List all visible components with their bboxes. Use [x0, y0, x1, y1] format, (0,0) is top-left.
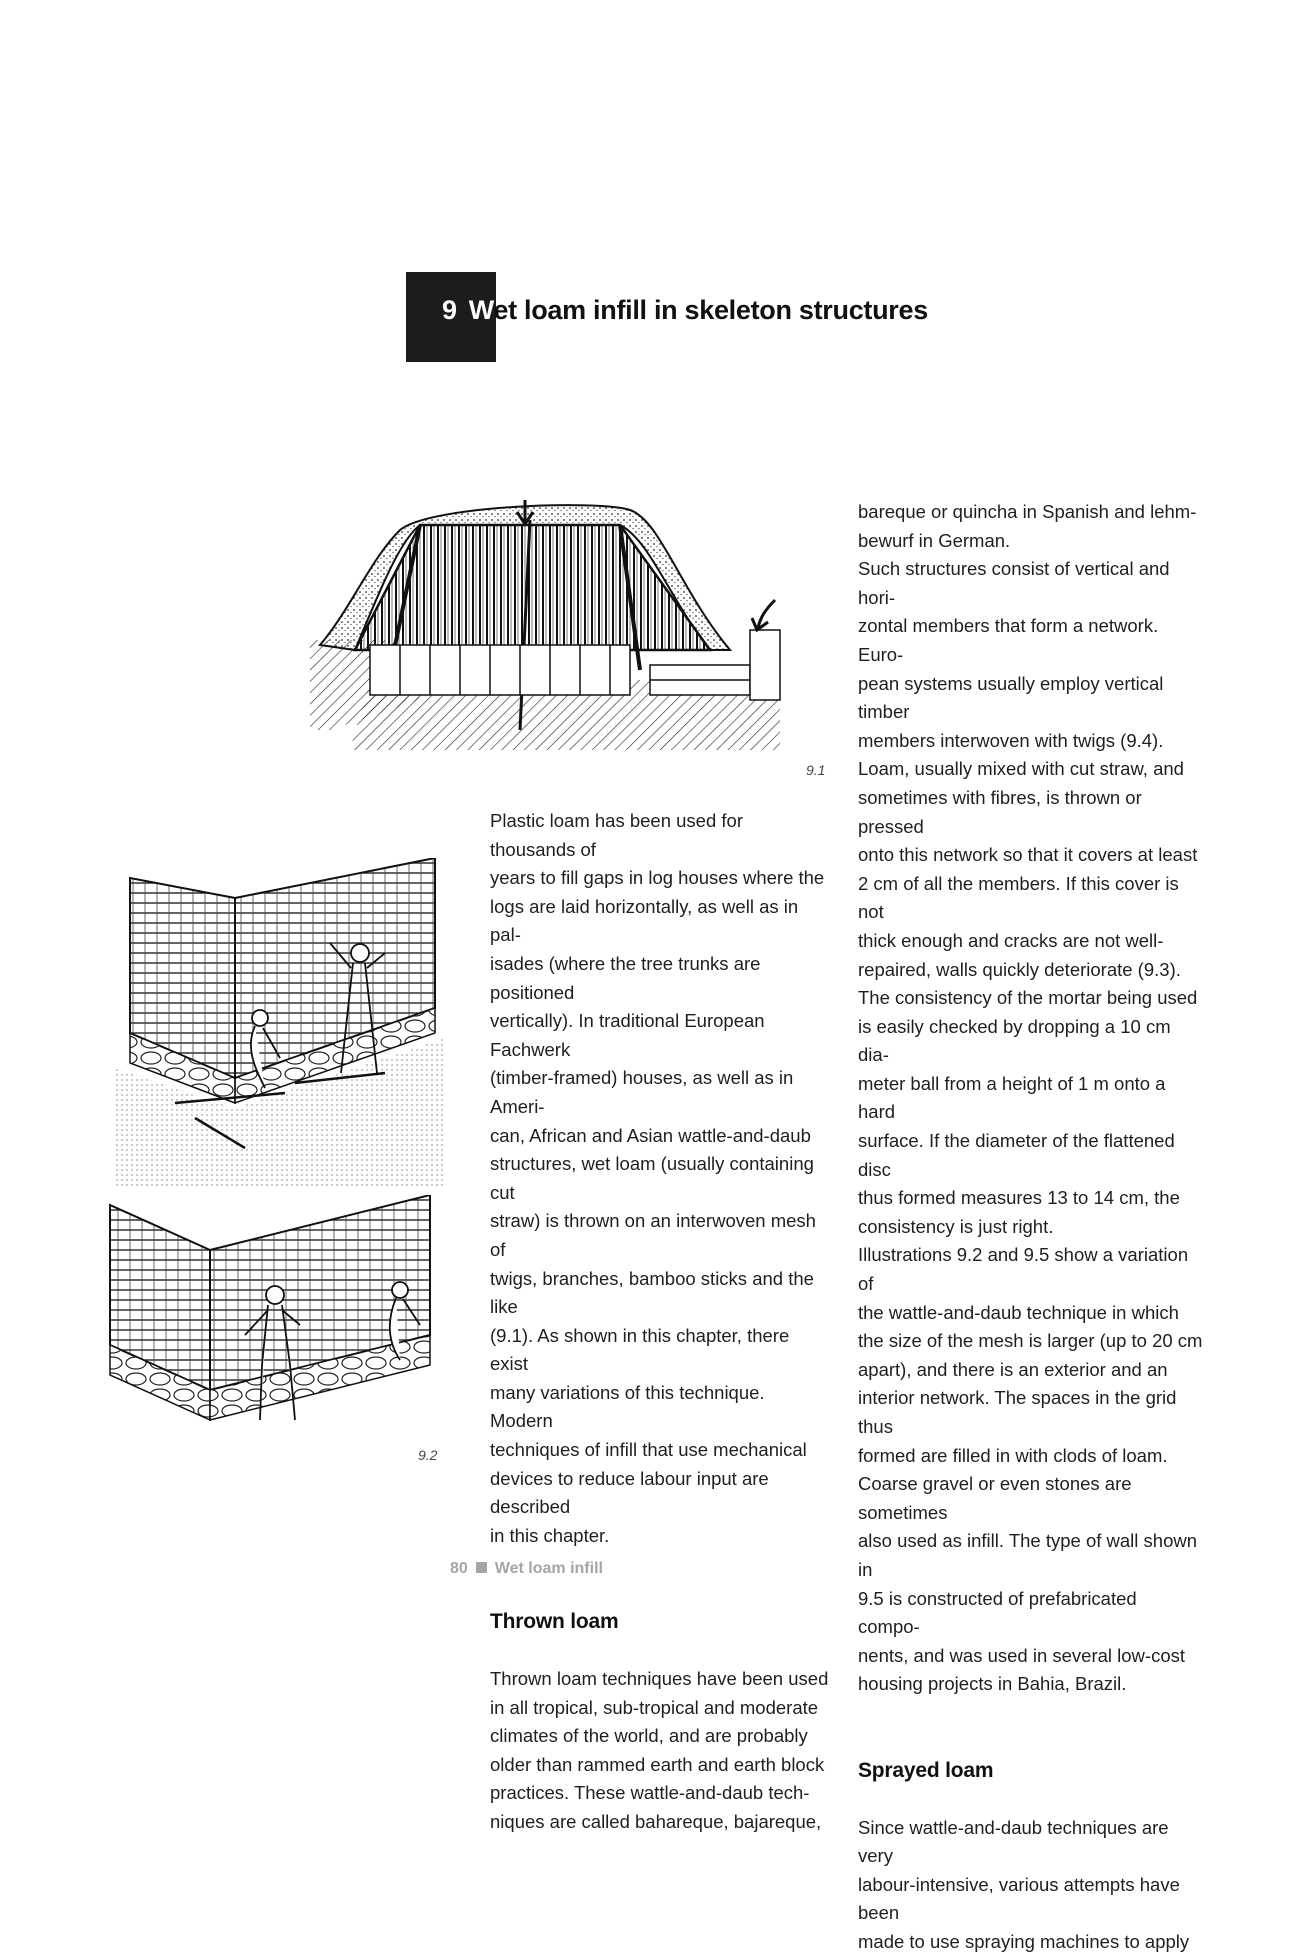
- text-line: formed are filled in with clods of loam.: [858, 1444, 1168, 1466]
- text-line: climates of the world, and are probably: [490, 1725, 808, 1747]
- text-line: can, African and Asian wattle-and-daub: [490, 1124, 811, 1146]
- text-line: niques are called bahareque, bajareque,: [490, 1811, 822, 1832]
- text-line: structures, wet loam (usually containing cut: [490, 1153, 814, 1203]
- text-line: Thrown loam techniques have been used: [490, 1668, 829, 1690]
- text-line: apart), and there is an exterior and an: [858, 1358, 1168, 1380]
- text-line: vertically). In traditional European Fachwerk: [490, 1010, 765, 1060]
- spacer: [858, 1786, 1203, 1814]
- text-line: bewurf in German.: [858, 529, 1011, 551]
- text-line: consistency is just right.: [858, 1215, 1054, 1237]
- text-line: members interwoven with twigs (9.4).: [858, 729, 1164, 751]
- spacer: [490, 1637, 830, 1665]
- chapter-title-first-letter: W: [468, 295, 494, 325]
- text-line: pean systems usually employ vertical timber: [858, 672, 1164, 723]
- text-line: devices to reduce labour input are described: [490, 1467, 769, 1518]
- figure-9-2-bottom-illustration: [100, 1195, 445, 1445]
- text-line: 2 cm of all the members. If this cover is not: [858, 872, 1179, 923]
- figure-9-2-bottom: [100, 1195, 445, 1445]
- text-line: in this chapter.: [490, 1524, 610, 1546]
- text-line: also used as infill. The type of wall shown in: [858, 1530, 1198, 1580]
- text-line: made to use spraying machines to apply: [858, 1930, 1190, 1952]
- text-line: thus formed measures 13 to 14 cm, the: [858, 1187, 1180, 1209]
- thrown-loam-paragraph: [490, 1665, 830, 1837]
- text-line: the size of the mesh is larger (up to 20 cm: [858, 1330, 1203, 1352]
- text-line: (9.1). As shown in this chapter, there exist: [490, 1324, 790, 1375]
- text-line: The consistency of the mortar being used: [858, 987, 1198, 1009]
- figure-9-2-top-illustration: [115, 858, 455, 1188]
- text-line: sometimes with fibres, is thrown or pressed: [858, 786, 1142, 837]
- text-line: isades (where the tree trunks are positioned: [490, 952, 761, 1003]
- text-line: Plastic loam has been used for thousands of: [490, 810, 743, 860]
- text-line: nents, and was used in several low-cost: [858, 1644, 1186, 1666]
- page-number: 80: [450, 1560, 468, 1577]
- text-line: surface. If the diameter of the flattened disc: [858, 1130, 1175, 1180]
- spacer: [858, 1699, 1203, 1729]
- chapter-title: [442, 292, 928, 328]
- spacer: [858, 1729, 1203, 1757]
- figure-9-1: [310, 500, 830, 770]
- text-line: years to fill gaps in log houses where the: [490, 867, 825, 889]
- heading-thrown-loam: Thrown loam: [490, 1610, 619, 1634]
- right-text-column: [858, 498, 1203, 1957]
- text-line: bareque or quincha in Spanish and lehm-: [858, 501, 1197, 522]
- chapter-title-rest: et loam infill in skeleton structures: [493, 295, 928, 325]
- spacer: [490, 1580, 830, 1608]
- intro-paragraph: [490, 807, 830, 1550]
- text-line: Since wattle-and-daub techniques are very: [858, 1816, 1169, 1867]
- text-line: many variations of this technique. Modern: [490, 1381, 765, 1432]
- text-line: 9.5 is constructed of prefabricated compo-: [858, 1587, 1137, 1638]
- footer-section-title: Wet loam infill: [494, 1560, 603, 1577]
- text-line: (timber-framed) houses, as well as in Ameri-: [490, 1067, 794, 1117]
- chapter-number: 9: [442, 295, 457, 325]
- footer-square-icon: [476, 1562, 487, 1573]
- text-line: Such structures consist of vertical and hori-: [858, 558, 1170, 608]
- text-line: meter ball from a height of 1 m onto a hard: [858, 1072, 1166, 1123]
- sprayed-loam-paragraph: [858, 1814, 1203, 1957]
- text-line: the wattle-and-daub technique in which: [858, 1301, 1179, 1323]
- heading-sprayed-loam: Sprayed loam: [858, 1758, 994, 1782]
- text-line: interior network. The spaces in the grid thus: [858, 1387, 1177, 1437]
- middle-text-column: [490, 807, 830, 1837]
- figure-9-2-caption: 9.2: [418, 1447, 438, 1463]
- right-column-paragraph: [858, 498, 1203, 1699]
- figure-9-2-top: [115, 858, 455, 1188]
- text-line: repaired, walls quickly deteriorate (9.3).: [858, 958, 1181, 980]
- text-line: logs are laid horizontally, as well as in pal-: [490, 895, 799, 946]
- text-line: Illustrations 9.2 and 9.5 show a variation of: [858, 1244, 1189, 1295]
- text-line: is easily checked by dropping a 10 cm dia-: [858, 1015, 1171, 1066]
- page-footer: [450, 1560, 603, 1578]
- text-line: straw) is thrown on an interwoven mesh of: [490, 1210, 816, 1260]
- text-line: labour-intensive, various attempts have been: [858, 1873, 1180, 1924]
- text-line: zontal members that form a network. Euro-: [858, 615, 1159, 665]
- figure-9-1-caption: 9.1: [806, 762, 826, 778]
- text-line: older than rammed earth and earth block: [490, 1753, 825, 1775]
- text-line: techniques of infill that use mechanical: [490, 1439, 807, 1461]
- text-line: Coarse gravel or even stones are sometimes: [858, 1473, 1132, 1523]
- text-line: twigs, branches, bamboo sticks and the like: [490, 1267, 814, 1318]
- text-line: Loam, usually mixed with cut straw, and: [858, 758, 1184, 780]
- figure-9-1-illustration: [310, 500, 830, 770]
- text-line: thick enough and cracks are not well-: [858, 929, 1164, 951]
- text-line: practices. These wattle-and-daub tech-: [490, 1782, 810, 1804]
- text-line: in all tropical, sub-tropical and moderate: [490, 1696, 819, 1718]
- text-line: onto this network so that it covers at least: [858, 844, 1198, 866]
- text-line: housing projects in Bahia, Brazil.: [858, 1673, 1127, 1695]
